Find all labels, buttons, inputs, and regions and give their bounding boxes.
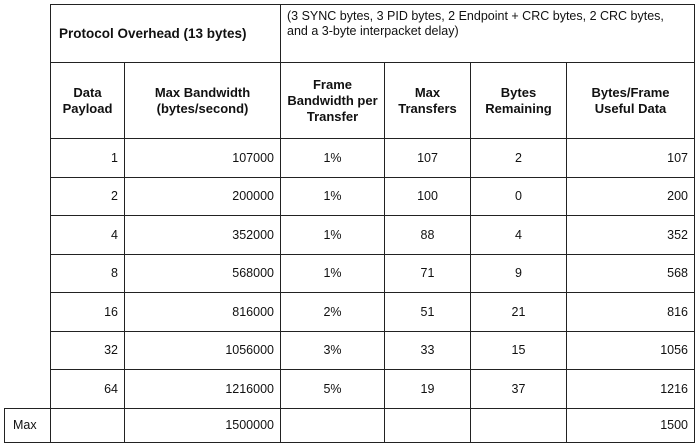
table-row bbox=[5, 331, 695, 370]
overhead-title: Protocol Overhead (13 bytes) bbox=[51, 5, 281, 63]
max-useful: 1500 bbox=[567, 408, 695, 442]
table-row bbox=[5, 177, 695, 216]
cell-max-transfers: 71 bbox=[385, 254, 471, 293]
header-data-payload: Data Payload bbox=[51, 63, 125, 139]
overhead-row bbox=[5, 5, 695, 63]
cell-frame-bandwidth: 5% bbox=[281, 370, 385, 409]
cell-max-transfers: 19 bbox=[385, 370, 471, 409]
cell-useful-data: 107 bbox=[567, 139, 695, 178]
cell-data-payload: 32 bbox=[51, 331, 125, 370]
table-row bbox=[5, 254, 695, 293]
cell-data-payload: 16 bbox=[51, 293, 125, 332]
blank-cell bbox=[5, 139, 51, 178]
header-bytes-remaining: Bytes Remaining bbox=[471, 63, 567, 139]
cell-max-bandwidth: 568000 bbox=[125, 254, 281, 293]
cell-max-transfers: 88 bbox=[385, 216, 471, 255]
blank-cell bbox=[5, 293, 51, 332]
table-row bbox=[5, 293, 695, 332]
cell-frame-bandwidth: 1% bbox=[281, 254, 385, 293]
cell-frame-bandwidth: 2% bbox=[281, 293, 385, 332]
cell-frame-bandwidth: 1% bbox=[281, 139, 385, 178]
cell-data-payload: 2 bbox=[51, 177, 125, 216]
cell-max-transfers: 33 bbox=[385, 331, 471, 370]
blank-cell bbox=[5, 254, 51, 293]
header-useful-data: Bytes/Frame Useful Data bbox=[567, 63, 695, 139]
overhead-description: (3 SYNC bytes, 3 PID bytes, 2 Endpoint + CRC bytes, 2 CRC bytes, and a 3-byte interpacket delay) bbox=[281, 5, 695, 63]
cell-bytes-remaining: 4 bbox=[471, 216, 567, 255]
cell-useful-data: 1216 bbox=[567, 370, 695, 409]
max-label: Max bbox=[5, 408, 51, 442]
cell-data-payload: 8 bbox=[51, 254, 125, 293]
cell-max-bandwidth: 352000 bbox=[125, 216, 281, 255]
cell-max-transfers: 51 bbox=[385, 293, 471, 332]
cell-bytes-remaining: 2 bbox=[471, 139, 567, 178]
cell-useful-data: 1056 bbox=[567, 331, 695, 370]
cell-max-transfers: 100 bbox=[385, 177, 471, 216]
blank-cell bbox=[5, 331, 51, 370]
cell-frame-bandwidth: 1% bbox=[281, 216, 385, 255]
blank-cell bbox=[5, 370, 51, 409]
blank-cell bbox=[5, 5, 51, 63]
cell-data-payload: 4 bbox=[51, 216, 125, 255]
cell-useful-data: 568 bbox=[567, 254, 695, 293]
cell-bytes-remaining: 0 bbox=[471, 177, 567, 216]
usb-bandwidth-table bbox=[4, 4, 695, 443]
cell-bytes-remaining: 21 bbox=[471, 293, 567, 332]
cell-max-transfers: 107 bbox=[385, 139, 471, 178]
header-max-transfers: Max Transfers bbox=[385, 63, 471, 139]
cell-bytes-remaining: 15 bbox=[471, 331, 567, 370]
cell-data-payload: 1 bbox=[51, 139, 125, 178]
cell-max-bandwidth: 107000 bbox=[125, 139, 281, 178]
max-frame-bandwidth bbox=[281, 408, 385, 442]
max-transfers bbox=[385, 408, 471, 442]
cell-useful-data: 816 bbox=[567, 293, 695, 332]
blank-cell bbox=[5, 177, 51, 216]
table-row bbox=[5, 370, 695, 409]
cell-useful-data: 200 bbox=[567, 177, 695, 216]
cell-max-bandwidth: 816000 bbox=[125, 293, 281, 332]
table-row bbox=[5, 216, 695, 255]
max-row bbox=[5, 408, 695, 442]
max-payload bbox=[51, 408, 125, 442]
cell-max-bandwidth: 1056000 bbox=[125, 331, 281, 370]
header-row bbox=[5, 63, 695, 139]
header-max-bandwidth: Max Bandwidth (bytes/second) bbox=[125, 63, 281, 139]
max-remaining bbox=[471, 408, 567, 442]
table-row bbox=[5, 139, 695, 178]
cell-bytes-remaining: 9 bbox=[471, 254, 567, 293]
cell-frame-bandwidth: 3% bbox=[281, 331, 385, 370]
cell-max-bandwidth: 1216000 bbox=[125, 370, 281, 409]
cell-data-payload: 64 bbox=[51, 370, 125, 409]
cell-max-bandwidth: 200000 bbox=[125, 177, 281, 216]
blank-cell bbox=[5, 63, 51, 139]
max-bandwidth: 1500000 bbox=[125, 408, 281, 442]
header-frame-bandwidth: Frame Bandwidth per Transfer bbox=[281, 63, 385, 139]
cell-frame-bandwidth: 1% bbox=[281, 177, 385, 216]
cell-useful-data: 352 bbox=[567, 216, 695, 255]
cell-bytes-remaining: 37 bbox=[471, 370, 567, 409]
blank-cell bbox=[5, 216, 51, 255]
